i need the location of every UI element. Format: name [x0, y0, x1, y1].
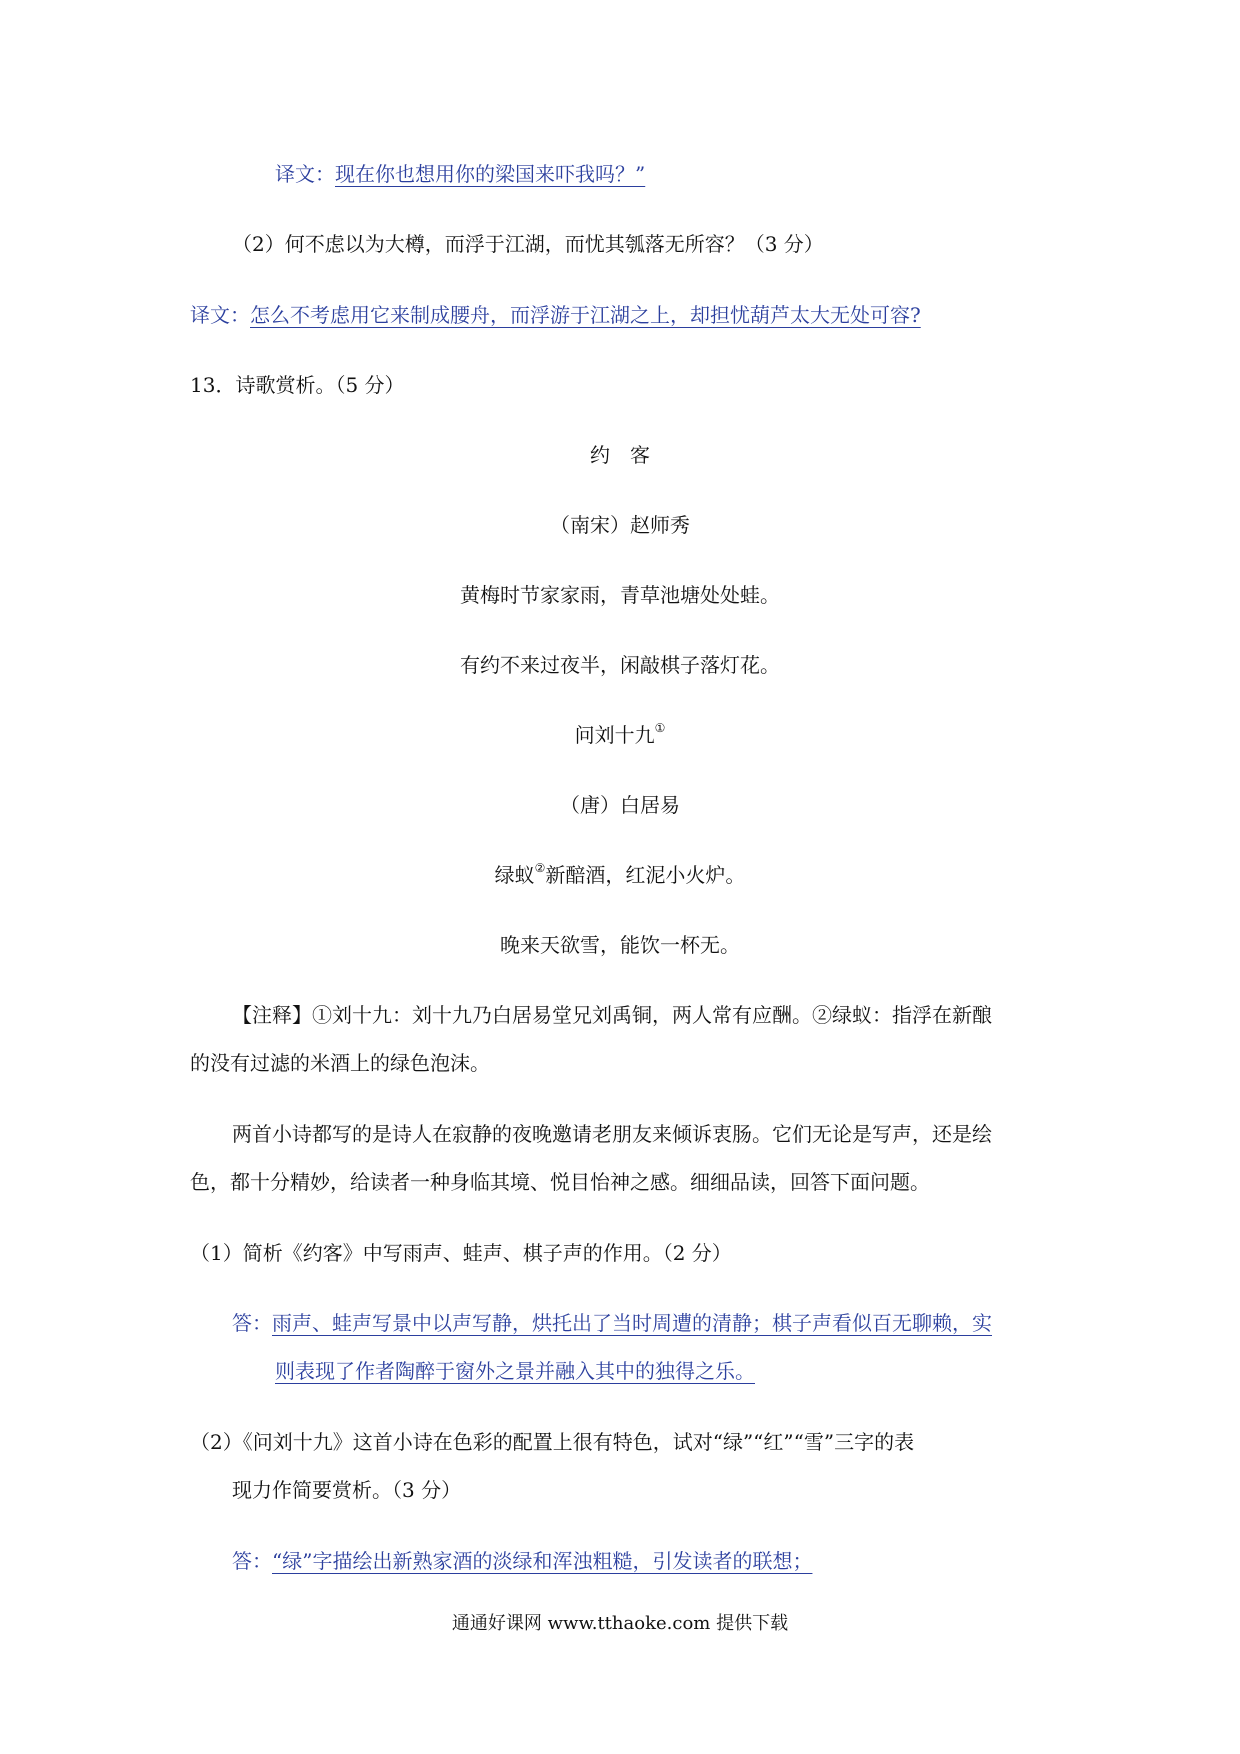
question-12-2: （2）何不虑以为大樽，而浮于江湖，而忧其瓠落无所容？（3 分） [232, 232, 824, 256]
question-13-heading: 13．诗歌赏析。（5 分） [190, 373, 405, 397]
poem2-line-2: 晚来天欲雪，能饮一杯无。 [500, 933, 740, 957]
poem1-title: 约 客 [590, 443, 650, 467]
translation-line-q12-2 [190, 301, 921, 329]
answer-label: 答： [232, 1311, 272, 1335]
translation-answer: 现在你也想用你的梁国来吓我吗？” [335, 162, 646, 186]
intro-line-1: 两首小诗都写的是诗人在寂静的夜晚邀请老朋友来倾诉衷肠。它们无论是写声，还是绘 [232, 1122, 992, 1146]
intro-line-2: 色，都十分精妙，给读者一种身临其境、悦目怡神之感。细细品读，回答下面问题。 [190, 1170, 930, 1194]
sub-question-2-line-1: （2）《问刘十九》这首小诗在色彩的配置上很有特色，试对“绿”“红”“雪”三字的表 [190, 1430, 915, 1454]
answer-text: “绿”字描绘出新熟家酒的淡绿和浑浊粗糙，引发读者的联想； [272, 1549, 813, 1573]
poem2-line-1-part-a: 绿蚁 [494, 863, 535, 887]
notes-line-1: 【注释】①刘十九：刘十九乃白居易堂兄刘禹铜，两人常有应酬。②绿蚁：指浮在新酿 [232, 1003, 992, 1027]
translation-label: 译文： [275, 162, 335, 186]
translation-answer: 怎么不考虑用它来制成腰舟，而浮游于江湖之上，却担忧葫芦太大无处可容? [250, 303, 921, 327]
answer-label: 答： [232, 1549, 272, 1573]
poem1-line-1: 黄梅时节家家雨，青草池塘处处蛙。 [460, 583, 780, 607]
poem1-author: （南宋）赵师秀 [550, 513, 690, 537]
translation-label: 译文： [190, 303, 250, 327]
poem2-author: （唐）白居易 [560, 793, 680, 817]
answer-1-line-2: 则表现了作者陶醉于窗外之景并融入其中的独得之乐。 [275, 1359, 755, 1383]
answer-1-line-1 [232, 1309, 992, 1337]
page-footer: 通通好课网 www.tthaoke.com 提供下载 [451, 1613, 789, 1634]
poem2-title-text: 问刘十九 [574, 723, 655, 747]
translation-line-q12-1 [275, 160, 645, 188]
answer-2-line-1 [232, 1547, 812, 1575]
answer-text: 雨声、蛙声写景中以声写静，烘托出了当时周遭的清静；棋子声看似百无聊赖，实 [272, 1311, 992, 1335]
sub-question-2-line-2: 现力作简要赏析。（3 分） [232, 1478, 462, 1502]
poem2-title [0, 721, 1240, 749]
footnote-marker: ① [654, 721, 666, 735]
poem2-line-1-part-b: 新醅酒，红泥小火炉。 [545, 863, 746, 887]
poem1-line-2: 有约不来过夜半，闲敲棋子落灯花。 [460, 653, 780, 677]
footnote-marker: ② [534, 861, 546, 875]
sub-question-1: （1）简析《约客》中写雨声、蛙声、棋子声的作用。（2 分） [190, 1241, 732, 1265]
notes-line-2: 的没有过滤的米酒上的绿色泡沫。 [190, 1051, 490, 1075]
poem2-line-1 [0, 861, 1240, 889]
